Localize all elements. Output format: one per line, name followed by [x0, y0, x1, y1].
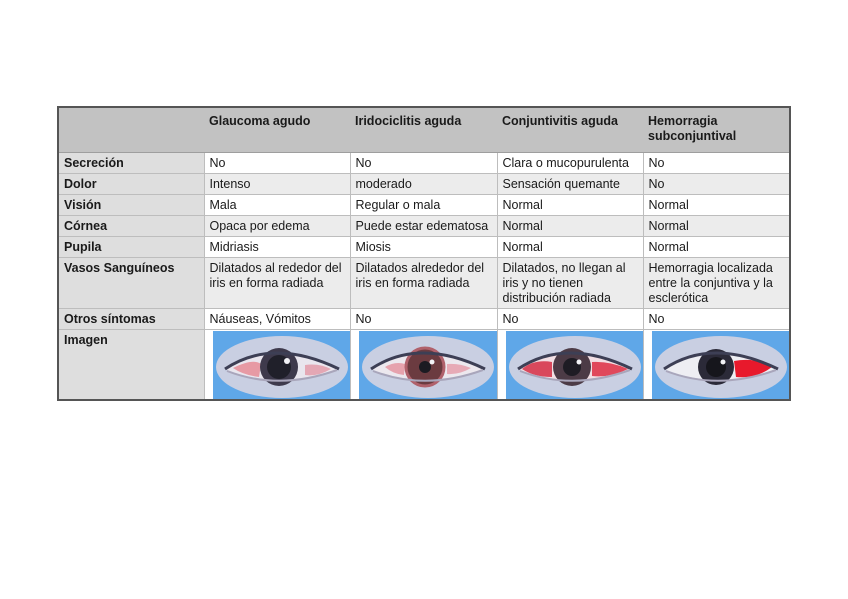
header-iridociclitis-aguda: Iridociclitis aguda — [350, 107, 497, 153]
row-label-vision: Visión — [58, 195, 204, 216]
eye-conjunctivitis-icon — [506, 331, 644, 399]
table-cell: No — [350, 309, 497, 330]
table-cell: No — [643, 309, 790, 330]
table-cell: Normal — [497, 195, 643, 216]
table-cell: Midriasis — [204, 237, 350, 258]
row-label-secrecion: Secreción — [58, 153, 204, 174]
table-row-vision — [58, 195, 790, 216]
table-row-imagen — [58, 330, 790, 401]
table-cell: moderado — [350, 174, 497, 195]
table-row-vasos-sanguineos — [58, 258, 790, 309]
header-hemorragia-subconjuntival: Hemorragia subconjuntival — [643, 107, 790, 153]
row-label-cornea: Córnea — [58, 216, 204, 237]
image-cell-glaucoma — [204, 330, 350, 401]
eye-subconjunctival-hemorrhage-icon — [652, 331, 790, 399]
table-row-cornea — [58, 216, 790, 237]
table-cell: Dilatados al rededor del iris en forma radiada — [204, 258, 350, 309]
table-cell: Normal — [643, 216, 790, 237]
header-conjuntivitis-aguda: Conjuntivitis aguda — [497, 107, 643, 153]
table-cell: Náuseas, Vómitos — [204, 309, 350, 330]
image-cell-iridociclitis — [350, 330, 497, 401]
table-cell: Normal — [497, 216, 643, 237]
table-cell: Sensación quemante — [497, 174, 643, 195]
row-label-vasos-sanguineos: Vasos Sanguíneos — [58, 258, 204, 309]
eye-iridocyclitis-icon — [359, 331, 497, 399]
row-label-pupila: Pupila — [58, 237, 204, 258]
header-corner-cell — [58, 107, 204, 153]
table-row-pupila — [58, 237, 790, 258]
row-label-dolor: Dolor — [58, 174, 204, 195]
header-glaucoma-agudo: Glaucoma agudo — [204, 107, 350, 153]
table-cell: Dilatados, no llegan al iris y no tienen distribución radiada — [497, 258, 643, 309]
table-cell: Dilatados alrededor del iris en forma radiada — [350, 258, 497, 309]
table-row-dolor — [58, 174, 790, 195]
table-header-row — [58, 107, 790, 153]
image-cell-hemorragia — [643, 330, 790, 401]
table-cell: Opaca por edema — [204, 216, 350, 237]
eye-glaucoma-icon — [213, 331, 351, 399]
table-cell: No — [204, 153, 350, 174]
table-cell: Clara o mucopurulenta — [497, 153, 643, 174]
table-cell: Intenso — [204, 174, 350, 195]
table-cell: Normal — [643, 237, 790, 258]
table-cell: Miosis — [350, 237, 497, 258]
table-row-secrecion — [58, 153, 790, 174]
table-cell: No — [350, 153, 497, 174]
table-cell: No — [643, 153, 790, 174]
table-cell: Puede estar edematosa — [350, 216, 497, 237]
table-cell: Normal — [497, 237, 643, 258]
table-cell: No — [643, 174, 790, 195]
table-cell: Mala — [204, 195, 350, 216]
row-label-imagen: Imagen — [58, 330, 204, 401]
table-cell: Normal — [643, 195, 790, 216]
table-cell: No — [497, 309, 643, 330]
table-cell: Regular o mala — [350, 195, 497, 216]
table-row-otros-sintomas — [58, 309, 790, 330]
eye-comparison-table — [57, 106, 791, 401]
table-cell: Hemorragia localizada entre la conjuntiva y la esclerótica — [643, 258, 790, 309]
image-cell-conjuntivitis — [497, 330, 643, 401]
row-label-otros-sintomas: Otros síntomas — [58, 309, 204, 330]
